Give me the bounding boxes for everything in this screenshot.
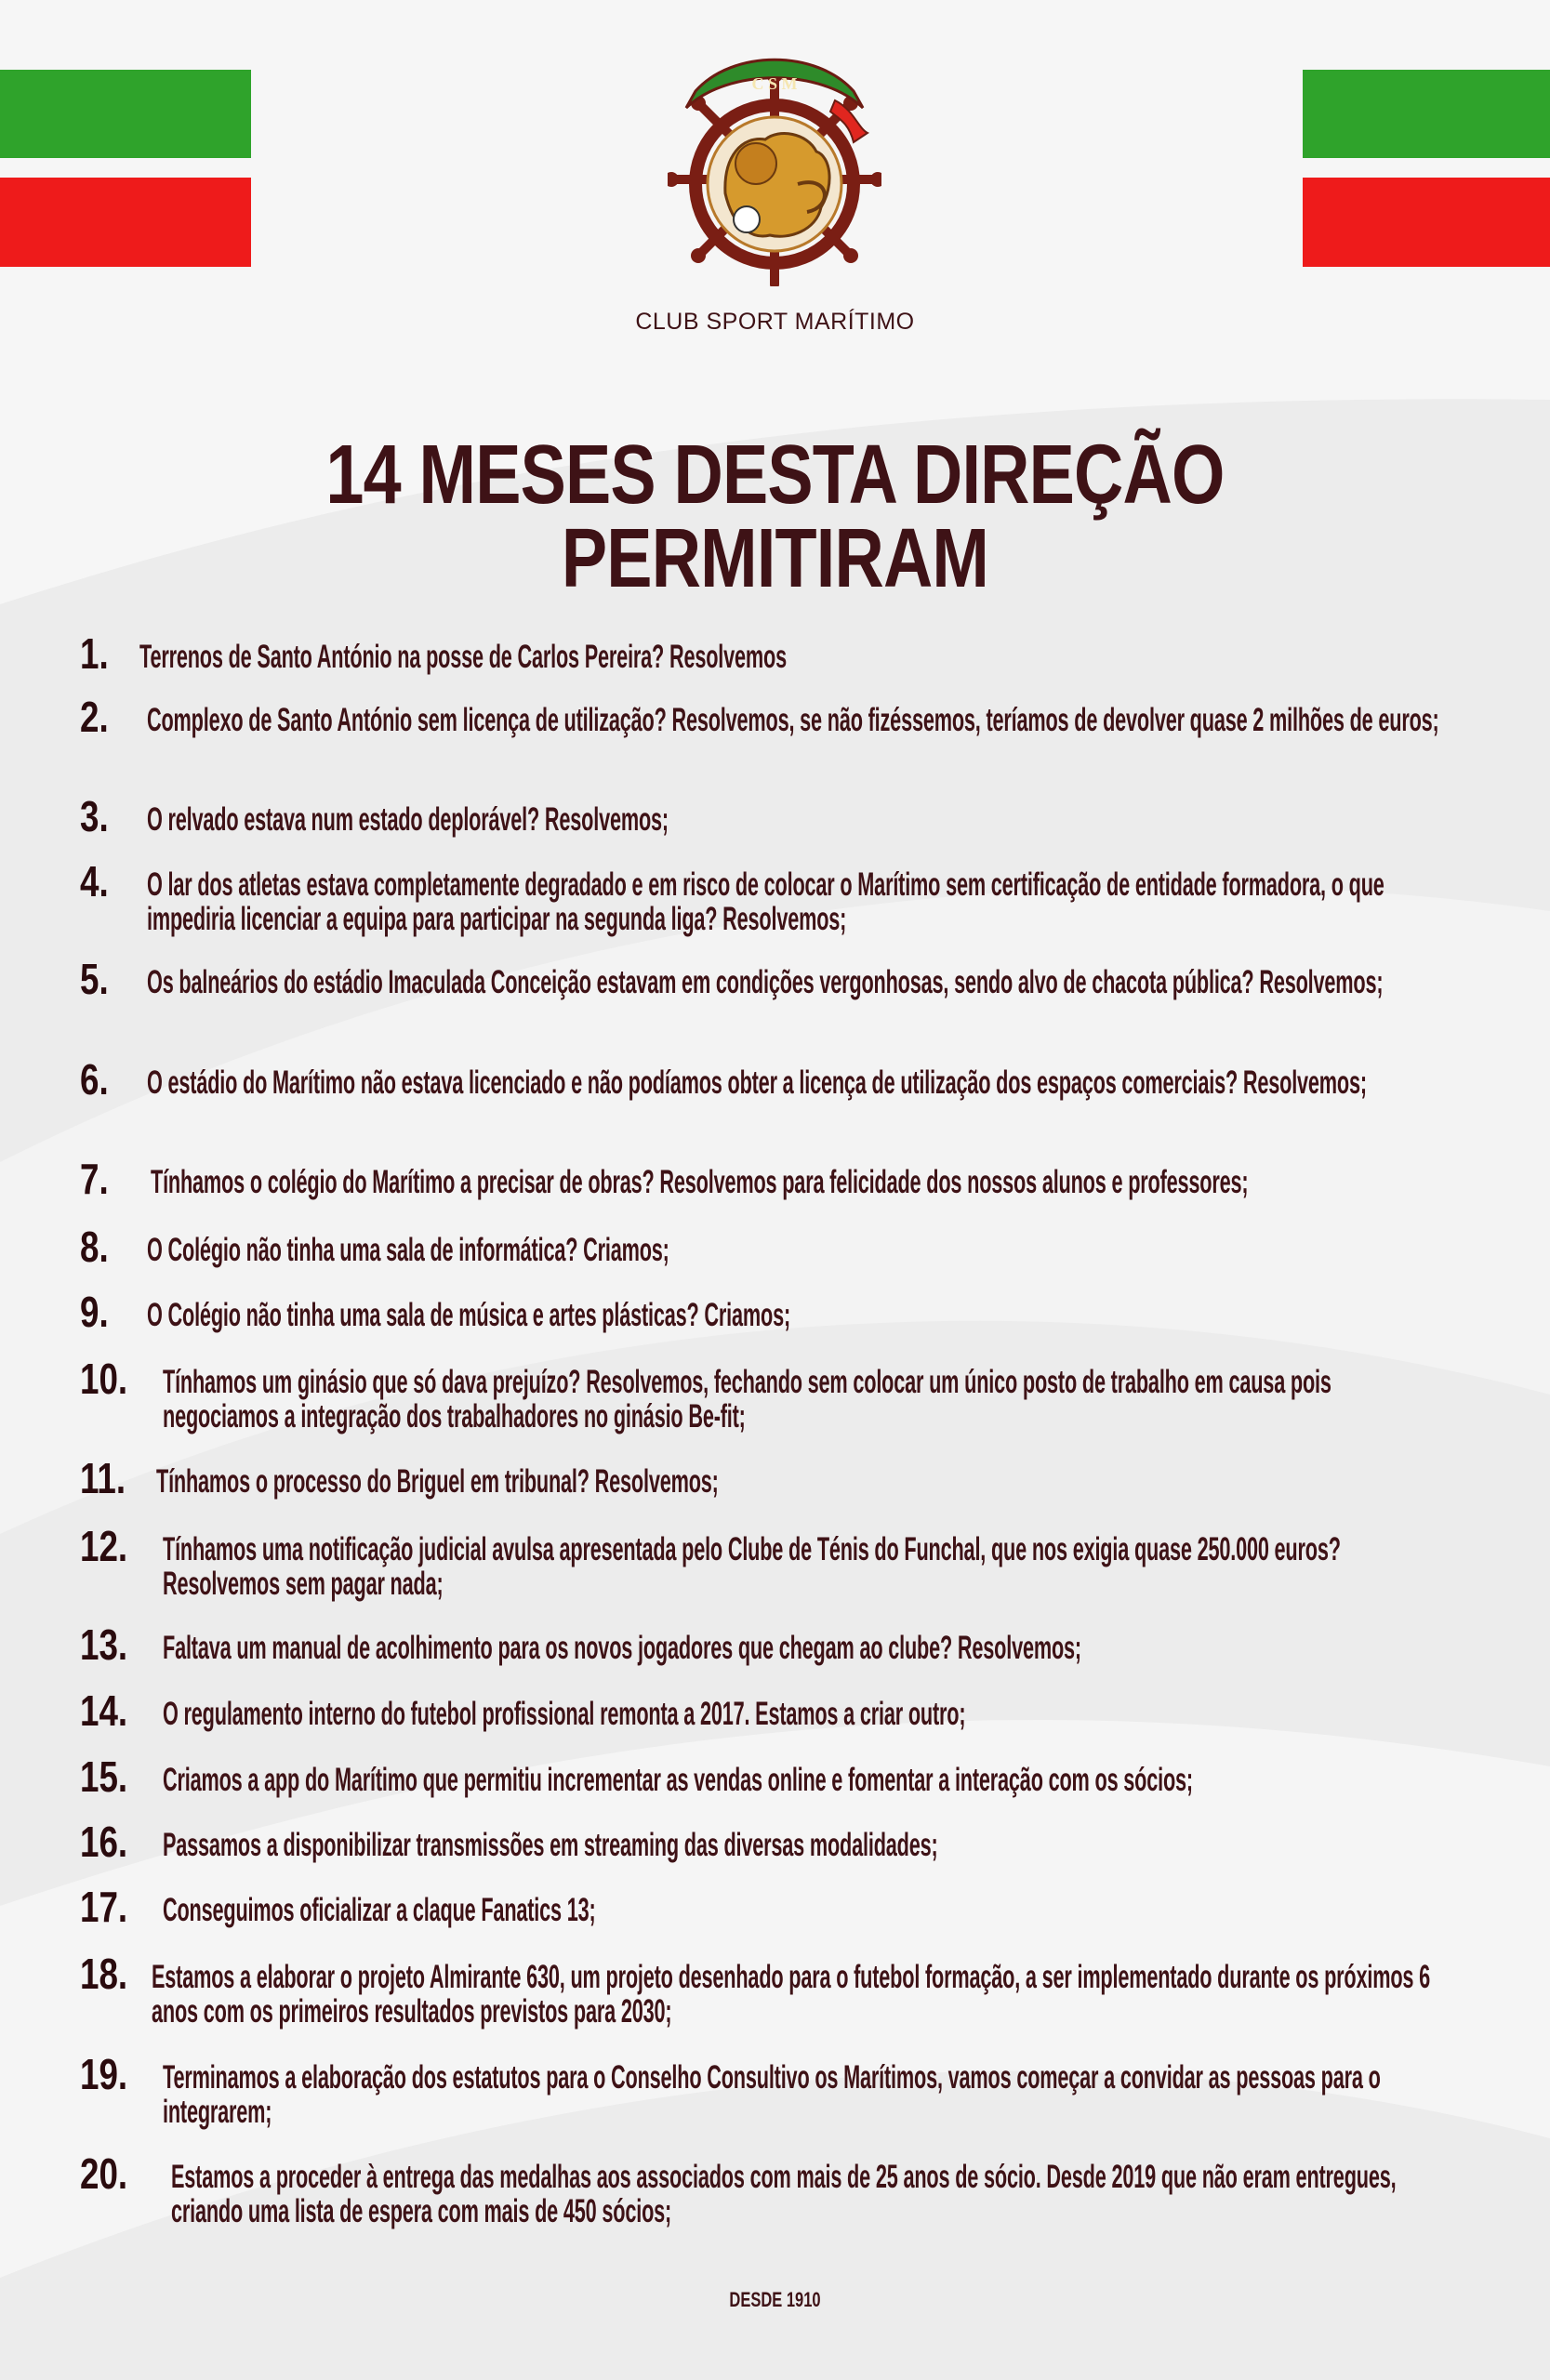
item-text: O lar dos atletas estava completamente degradado e em risco de colocar o Marítimo sem certificação de entidade formadora, o que impediria licenciar a equipa para participar na segunda liga? Resolvemos; xyxy=(147,866,1384,937)
footer-since: DESDE 1910 xyxy=(729,2288,821,2311)
item-text: Estamos a proceder à entrega das medalhas aos associados com mais de 25 anos de sócio. Desde 2019 que não eram entregues, criando uma lista de espera com mais de 450 sócios; xyxy=(171,2159,1397,2229)
item-number: 16. xyxy=(80,1818,128,1866)
crest-lettering: C S M xyxy=(751,74,798,93)
item-text: Complexo de Santo António sem licença de utilização? Resolvemos, se não fizéssemos, teríamos de devolver quase 2 milhões de euros; xyxy=(147,702,1439,738)
item-text: Terminamos a elaboração dos estatutos para o Conselho Consultivo os Marítimos, vamos começar a convidar as pessoas para o integrarem; xyxy=(163,2059,1381,2130)
item-text: Os balneários do estádio Imaculada Conceição estavam em condições vergonhosas, sendo alvo de chacota pública? Resolvemos; xyxy=(147,964,1384,1000)
item-number: 17. xyxy=(80,1883,128,1931)
item-text: Faltava um manual de acolhimento para os novos jogadores que chegam ao clube? Resolvemos; xyxy=(163,1630,1081,1666)
item-number: 13. xyxy=(80,1620,128,1669)
item-number: 1. xyxy=(80,629,109,678)
item-text: O Colégio não tinha uma sala de música e artes plásticas? Criamos; xyxy=(147,1297,791,1333)
item-text: Tínhamos o colégio do Marítimo a precisar de obras? Resolvemos para felicidade dos nossos alunos e professores; xyxy=(151,1164,1249,1200)
item-number: 3. xyxy=(80,792,109,840)
item-number: 5. xyxy=(80,955,109,1003)
page-title: 14 MESES DESTA DIREÇÃO PERMITIRAM xyxy=(325,429,1225,605)
item-text: O regulamento interno do futebol profissional remonta a 2017. Estamos a criar outro; xyxy=(163,1696,966,1732)
item-number: 9. xyxy=(80,1288,109,1336)
item-number: 11. xyxy=(80,1454,126,1502)
item-text: O estádio do Marítimo não estava licenciado e não podíamos obter a licença de utilização dos espaços comerciais? Resolvemos; xyxy=(147,1064,1367,1101)
item-number: 6. xyxy=(80,1055,109,1104)
item-number: 14. xyxy=(80,1686,128,1735)
item-number: 4. xyxy=(80,857,109,906)
item-text: Estamos a elaborar o projeto Almirante 630, um projeto desenhado para o futebol formação, a ser implementado durante os próximos 6 anos com os primeiros resultados previstos para 2030; xyxy=(152,1959,1431,2030)
item-number: 15. xyxy=(80,1752,128,1801)
item-text: Tínhamos uma notificação judicial avulsa apresentada pelo Clube de Ténis do Funchal, que nos exigia quase 250.000 euros? Resolvemos sem pagar nada; xyxy=(163,1531,1341,1602)
item-text: Tínhamos um ginásio que só dava prejuízo? Resolvemos, fechando sem colocar um único posto de trabalho em causa pois negociamos a integração dos trabalhadores no ginásio Be-fit; xyxy=(163,1364,1331,1435)
item-text: O Colégio não tinha uma sala de informática? Criamos; xyxy=(147,1232,669,1268)
item-number: 20. xyxy=(80,2149,128,2198)
item-number: 10. xyxy=(80,1355,128,1403)
item-text: Tínhamos o processo do Briguel em tribunal? Resolvemos; xyxy=(156,1463,719,1500)
item-number: 7. xyxy=(80,1155,109,1203)
item-text: Conseguimos oficializar a claque Fanatics 13; xyxy=(163,1892,596,1928)
item-text: Passamos a disponibilizar transmissões em streaming das diversas modalidades; xyxy=(163,1827,938,1863)
item-text: O relvado estava num estado deplorável? Resolvemos; xyxy=(147,801,669,838)
club-name: CLUB SPORT MARÍTIMO xyxy=(635,309,915,335)
item-text: Terrenos de Santo António na posse de Carlos Pereira? Resolvemos xyxy=(139,639,787,675)
item-number: 19. xyxy=(80,2050,128,2098)
item-number: 8. xyxy=(80,1223,109,1271)
item-text: Criamos a app do Marítimo que permitiu incrementar as vendas online e fomentar a interação com os sócios; xyxy=(163,1762,1193,1798)
item-number: 2. xyxy=(80,693,109,741)
item-number: 18. xyxy=(80,1950,128,1998)
item-number: 12. xyxy=(80,1522,128,1570)
